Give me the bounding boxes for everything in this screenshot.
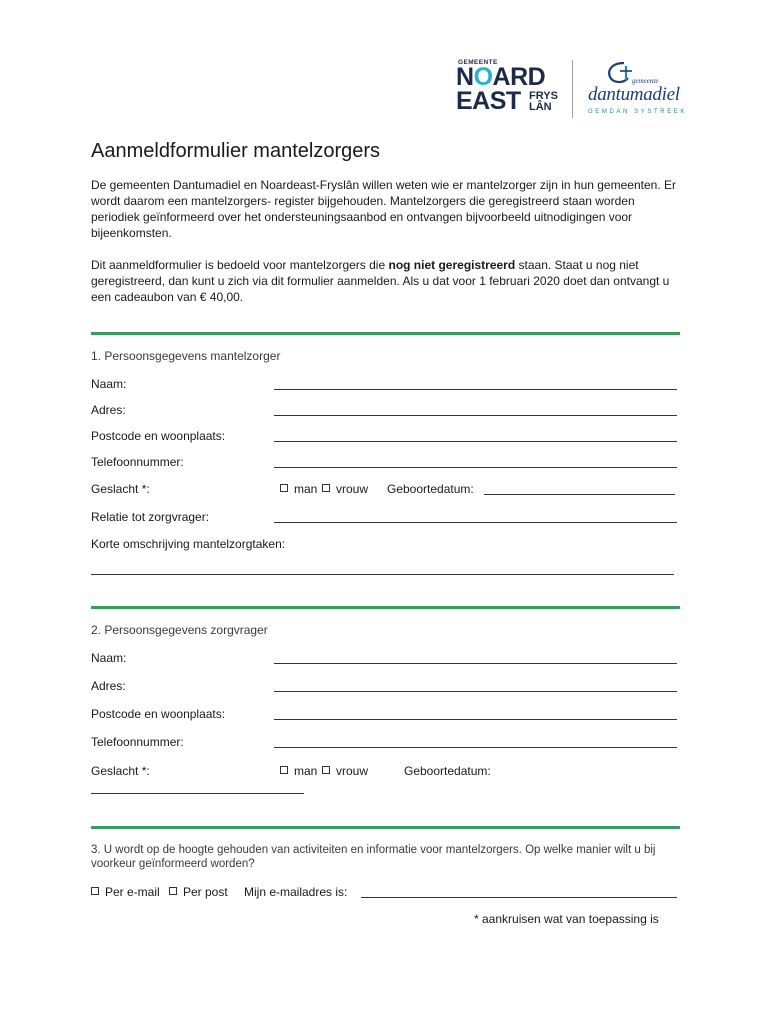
intro-paragraph-1: De gemeenten Dantumadiel en Noardeast-Fryslân willen weten wie er mantelzorger zijn in hun gemeenten. Er wordt daarom een mantelzorgers- register bijgehouden. Mantelzorgers die geregistreerd staan worden periodiek geïnformeerd over het ondersteuningsaanbod en ontvangen bijvoorbeeld uitnodigingen voor bijeenkomsten. [91, 178, 676, 240]
checkbox-box-icon [280, 484, 288, 492]
noardeast-logo-frys: FRYS [529, 90, 558, 102]
s2-naam-field[interactable] [274, 663, 677, 664]
s2-postcode-field[interactable] [274, 719, 677, 720]
s1-relatie-field[interactable] [274, 522, 677, 523]
s1-relatie-label: Relatie tot zorgvrager: [91, 510, 210, 524]
s3-emailadres-field[interactable] [361, 897, 677, 898]
dantumadiel-logo-gemeente: gemeente [632, 77, 659, 85]
s1-omschrijving-field[interactable] [91, 574, 674, 575]
section-divider [91, 826, 680, 829]
s1-telefoon-label: Telefoonnummer: [91, 455, 184, 469]
dantumadiel-logo [584, 58, 704, 120]
checkbox-box-icon [322, 484, 330, 492]
noardeast-logo [456, 58, 562, 120]
noardeast-logo-lan: LÂN [529, 101, 552, 113]
intro-bold-text: nog niet geregistreerd [388, 258, 516, 272]
s2-vrouw-checkbox[interactable]: vrouw [322, 764, 368, 778]
s3-emailadres-label: Mijn e-mailadres is: [244, 885, 348, 899]
checkbox-box-icon [322, 766, 330, 774]
s1-geboortedatum-field[interactable] [484, 494, 675, 495]
s2-telefoon-field[interactable] [274, 747, 677, 748]
noardeast-logo-east: EAST [456, 87, 521, 115]
section-divider [91, 606, 680, 609]
s1-adres-field[interactable] [274, 415, 677, 416]
s2-postcode-label: Postcode en woonplaats: [91, 707, 226, 721]
s1-postcode-label: Postcode en woonplaats: [91, 429, 226, 443]
noardeast-logo-noard: NOARD [456, 63, 546, 91]
section3-question: 3. U wordt op de hoogte gehouden van activiteiten en informatie voor mantelzorgers. Op welke manier wilt u bij voorkeur geïnformeerd worden? [91, 844, 656, 870]
s1-naam-field[interactable] [274, 389, 677, 390]
s1-man-checkbox[interactable]: man [280, 482, 317, 496]
checkbox-box-icon [169, 887, 177, 895]
checkbox-box-icon [91, 887, 99, 895]
s2-naam-label: Naam: [91, 651, 127, 665]
section2-heading: 2. Persoonsgegevens zorgvrager [91, 623, 268, 637]
s1-naam-label: Naam: [91, 377, 127, 391]
s1-omschrijving-label: Korte omschrijving mantelzorgtaken: [91, 537, 286, 551]
s3-email-checkbox[interactable]: Per e-mail [91, 885, 160, 899]
s2-man-checkbox[interactable]: man [280, 764, 317, 778]
s2-adres-field[interactable] [274, 691, 677, 692]
logo-divider [572, 60, 573, 118]
s2-geboortedatum-label: Geboortedatum: [404, 764, 491, 778]
s1-adres-label: Adres: [91, 403, 126, 417]
dantumadiel-logo-name: dantumadiel [588, 84, 680, 105]
s2-adres-label: Adres: [91, 679, 126, 693]
s2-geslacht-label: Geslacht *: [91, 764, 150, 778]
footnote: * aankruisen wat van toepassing is [474, 912, 659, 926]
s1-postcode-field[interactable] [274, 441, 677, 442]
s1-geslacht-label: Geslacht *: [91, 482, 150, 496]
s1-telefoon-field[interactable] [274, 467, 677, 468]
intro-paragraph-2: Dit aanmeldformulier is bedoeld voor mantelzorgers die nog niet geregistreerd staan. Staat u nog niet geregistreerd, dan kunt u zich via dit formulier aanmelden. Als u dat voor 1 februari 2020 doet dan ontvangt u een cadeaubon van € 40,00. [91, 258, 670, 304]
s1-geboortedatum-label: Geboortedatum: [387, 482, 474, 496]
section-divider [91, 332, 680, 335]
noardeast-logo-gemeente: GEMEENTE [458, 59, 498, 66]
page-title: Aanmeldformulier mantelzorgers [91, 140, 381, 162]
checkbox-box-icon [280, 766, 288, 774]
s3-post-checkbox[interactable]: Per post [169, 885, 228, 899]
section1-heading: 1. Persoonsgegevens mantelzorger [91, 349, 281, 363]
s2-geboortedatum-field[interactable] [91, 793, 304, 794]
s1-vrouw-checkbox[interactable]: vrouw [322, 482, 368, 496]
dantumadiel-logo-sub: GEMDAN SYSTREEK [588, 109, 688, 115]
s2-telefoon-label: Telefoonnummer: [91, 735, 184, 749]
